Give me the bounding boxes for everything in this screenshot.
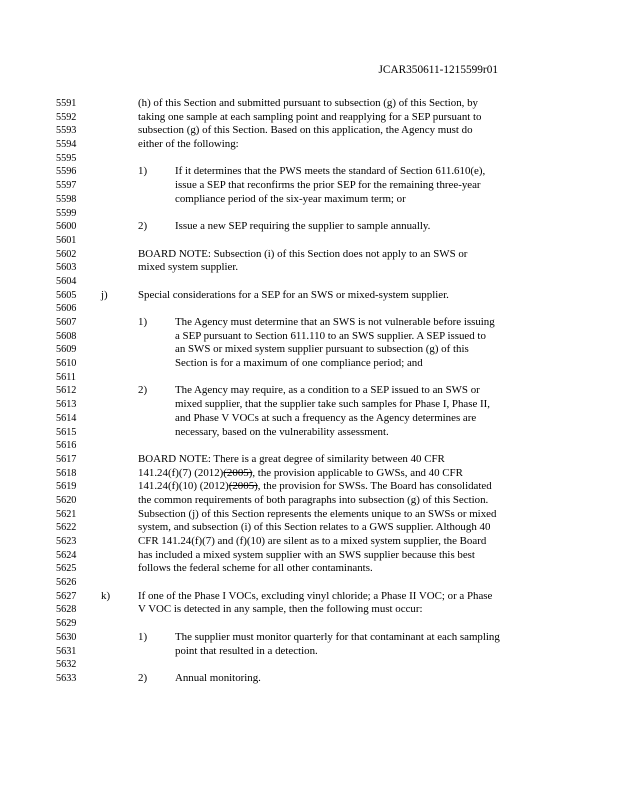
document-line bbox=[0, 631, 619, 645]
document-line bbox=[0, 562, 619, 576]
document-line bbox=[0, 658, 619, 672]
document-line bbox=[0, 234, 619, 248]
line-text bbox=[138, 480, 492, 494]
struck-text: (2005) bbox=[223, 466, 253, 479]
document-line bbox=[0, 549, 619, 563]
line-number: 5599 bbox=[56, 207, 77, 219]
text-segment: 141.24(f)(10) (2012) bbox=[138, 480, 229, 493]
line-text bbox=[138, 494, 488, 508]
line-text bbox=[138, 549, 475, 563]
document-line bbox=[0, 521, 619, 535]
line-number: 5608 bbox=[56, 330, 77, 342]
document-line bbox=[0, 330, 619, 344]
line-text bbox=[175, 384, 480, 398]
list-label: 2) bbox=[138, 384, 148, 397]
line-number: 5611 bbox=[56, 371, 76, 383]
line-number: 5610 bbox=[56, 358, 77, 370]
line-number: 5594 bbox=[56, 139, 77, 151]
line-text bbox=[175, 398, 490, 412]
line-number: 5604 bbox=[56, 275, 77, 287]
line-text bbox=[175, 412, 476, 426]
text-segment: , the provision applicable to GWSs, and 40 CFR bbox=[252, 466, 463, 479]
text-segment: the common requirements of both paragraphs into subsection (g) of this Section. bbox=[138, 493, 489, 506]
text-segment: mixed system supplier. bbox=[138, 261, 239, 274]
document-line bbox=[0, 645, 619, 659]
line-text bbox=[138, 138, 239, 152]
text-segment: Annual monitoring. bbox=[175, 671, 261, 684]
line-text bbox=[138, 111, 481, 125]
line-number: 5633 bbox=[56, 672, 77, 684]
text-segment: If one of the Phase I VOCs, excluding vinyl chloride; a Phase II VOC; or a Phase bbox=[138, 589, 493, 602]
document-line bbox=[0, 371, 619, 385]
document-line bbox=[0, 179, 619, 193]
line-number: 5619 bbox=[56, 481, 77, 493]
document-line bbox=[0, 138, 619, 152]
line-number: 5606 bbox=[56, 303, 77, 315]
list-label: 1) bbox=[138, 316, 148, 328]
document-line bbox=[0, 508, 619, 522]
line-number: 5614 bbox=[56, 412, 77, 424]
line-number: 5598 bbox=[56, 193, 77, 205]
line-number: 5591 bbox=[56, 98, 77, 109]
text-segment: a SEP pursuant to Section 611.110 to an SWS supplier. A SEP issued to bbox=[175, 329, 486, 342]
document-line bbox=[0, 672, 619, 686]
line-text bbox=[138, 124, 473, 138]
line-text bbox=[138, 562, 373, 576]
document-line bbox=[0, 207, 619, 221]
line-text bbox=[138, 248, 467, 262]
line-number: 5612 bbox=[56, 385, 77, 397]
text-segment: Issue a new SEP requiring the supplier to sample annually. bbox=[175, 220, 431, 233]
text-segment: CFR 141.24(f)(7) and (f)(10) are silent as to a mixed system supplier, the Board bbox=[138, 535, 487, 547]
document-line bbox=[0, 617, 619, 631]
line-text bbox=[138, 590, 492, 604]
line-text bbox=[175, 330, 486, 344]
text-segment: follows the federal scheme for all other contaminants. bbox=[138, 562, 373, 575]
list-label: 1) bbox=[138, 630, 148, 643]
line-number: 5625 bbox=[56, 563, 77, 575]
list-label: 1) bbox=[138, 165, 148, 178]
document-line bbox=[0, 302, 619, 316]
document-line bbox=[0, 111, 619, 125]
line-text bbox=[175, 631, 500, 645]
document-line bbox=[0, 426, 619, 440]
line-number: 5627 bbox=[56, 590, 77, 602]
document-line bbox=[0, 590, 619, 604]
text-segment: The Agency may require, as a condition to a SEP issued to an SWS or bbox=[175, 384, 480, 397]
struck-text: (2005) bbox=[228, 480, 258, 493]
document-line bbox=[0, 248, 619, 262]
line-number: 5597 bbox=[56, 180, 77, 192]
text-segment: system, and subsection (i) of this Section relates to a GWS supplier. Although 40 bbox=[138, 521, 491, 534]
text-segment: and Phase V VOCs at such a frequency as the Agency determines are bbox=[175, 411, 477, 424]
text-segment: either of the following: bbox=[138, 138, 239, 151]
document-line bbox=[0, 275, 619, 289]
document-line bbox=[0, 535, 619, 549]
document-line bbox=[0, 412, 619, 426]
document-line bbox=[0, 152, 619, 166]
line-number: 5607 bbox=[56, 317, 77, 328]
document-line bbox=[0, 261, 619, 275]
line-number: 5626 bbox=[56, 577, 77, 589]
text-segment: Section is for a maximum of one compliance period; and bbox=[175, 357, 423, 370]
text-segment: subsection (g) of this Section. Based on this application, the Agency must do bbox=[138, 124, 473, 137]
line-text bbox=[175, 357, 423, 371]
text-segment: an SWS or mixed system supplier pursuant to subsection (g) of this bbox=[175, 343, 469, 356]
line-number: 5624 bbox=[56, 549, 77, 561]
text-segment: The supplier must monitor quarterly for that contaminant at each sampling bbox=[175, 630, 500, 643]
text-segment: If it determines that the PWS meets the standard of Section 611.610(e), bbox=[175, 165, 486, 178]
text-segment: mixed supplier, that the supplier take such samples for Phase I, Phase II, bbox=[175, 398, 491, 411]
document-line bbox=[0, 124, 619, 138]
line-text bbox=[175, 220, 430, 234]
line-number: 5629 bbox=[56, 618, 77, 630]
line-number: 5631 bbox=[56, 645, 77, 657]
document-id-header: JCAR350611-1215599r01 bbox=[378, 64, 498, 76]
text-segment: BOARD NOTE: There is a great degree of similarity between 40 CFR bbox=[138, 452, 445, 465]
line-number: 5628 bbox=[56, 604, 77, 616]
text-segment: Special considerations for a SEP for an SWS or mixed-system supplier. bbox=[138, 288, 449, 301]
document-body bbox=[0, 97, 619, 686]
line-text bbox=[138, 521, 490, 535]
text-segment: Subsection (j) of this Section represents the elements unique to an SWSs or mixed bbox=[138, 507, 497, 520]
line-number: 5593 bbox=[56, 125, 77, 137]
document-line bbox=[0, 453, 619, 467]
document-line bbox=[0, 439, 619, 453]
document-line bbox=[0, 494, 619, 508]
line-number: 5621 bbox=[56, 508, 77, 520]
text-segment: taking one sample at each sampling point and reapplying for a SEP pursuant to bbox=[138, 110, 482, 123]
document-line bbox=[0, 480, 619, 494]
line-text bbox=[138, 467, 463, 481]
line-number: 5615 bbox=[56, 426, 77, 438]
line-number: 5602 bbox=[56, 248, 77, 260]
line-number: 5595 bbox=[56, 152, 77, 164]
line-text bbox=[138, 453, 445, 467]
line-number: 5592 bbox=[56, 111, 77, 123]
line-number: 5600 bbox=[56, 221, 77, 233]
line-text bbox=[138, 289, 449, 303]
text-segment: necessary, based on the vulnerability assessment. bbox=[175, 425, 389, 438]
line-text bbox=[175, 179, 481, 193]
line-text bbox=[175, 645, 318, 659]
line-text bbox=[175, 426, 389, 440]
text-segment: compliance period of the six-year maximum term; or bbox=[175, 192, 406, 205]
document-line bbox=[0, 576, 619, 590]
line-number: 5603 bbox=[56, 262, 77, 274]
line-number: 5613 bbox=[56, 399, 77, 411]
line-number: 5632 bbox=[56, 659, 77, 671]
line-text bbox=[175, 343, 469, 357]
text-segment: , the provision for SWSs. The Board has consolidated bbox=[257, 480, 492, 493]
text-segment: V VOC is detected in any sample, then the following must occur: bbox=[138, 603, 423, 616]
text-segment: 141.24(f)(7) (2012) bbox=[138, 466, 224, 479]
document-line bbox=[0, 97, 619, 111]
document-line bbox=[0, 165, 619, 179]
document-line bbox=[0, 220, 619, 234]
line-number: 5616 bbox=[56, 440, 77, 452]
line-number: 5617 bbox=[56, 453, 77, 465]
document-line bbox=[0, 384, 619, 398]
document-line bbox=[0, 357, 619, 371]
document-line bbox=[0, 603, 619, 617]
list-label: j) bbox=[101, 288, 108, 301]
line-number: 5596 bbox=[56, 166, 77, 178]
line-text bbox=[138, 535, 486, 549]
list-label: k) bbox=[101, 589, 111, 602]
line-number: 5605 bbox=[56, 289, 77, 301]
document-line bbox=[0, 398, 619, 412]
line-text bbox=[175, 316, 495, 330]
line-number: 5622 bbox=[56, 522, 77, 534]
line-text bbox=[175, 165, 485, 179]
document-line bbox=[0, 316, 619, 330]
line-text bbox=[175, 672, 261, 686]
line-number: 5609 bbox=[56, 344, 77, 356]
text-segment: point that resulted in a detection. bbox=[175, 644, 318, 657]
list-label: 2) bbox=[138, 220, 148, 233]
text-segment: has included a mixed system supplier with an SWS supplier because this best bbox=[138, 548, 475, 561]
text-segment: (h) of this Section and submitted pursuant to subsection (g) of this Section, by bbox=[138, 97, 478, 109]
line-number: 5618 bbox=[56, 467, 77, 479]
line-text bbox=[138, 97, 478, 111]
line-text bbox=[175, 193, 406, 207]
line-number: 5630 bbox=[56, 631, 77, 643]
line-number: 5620 bbox=[56, 494, 77, 506]
line-text bbox=[138, 603, 423, 617]
text-segment: BOARD NOTE: Subsection (i) of this Section does not apply to an SWS or bbox=[138, 247, 468, 260]
line-number: 5623 bbox=[56, 536, 77, 547]
text-segment: issue a SEP that reconfirms the prior SEP for the remaining three-year bbox=[175, 179, 481, 192]
document-line bbox=[0, 467, 619, 481]
line-text bbox=[138, 261, 238, 275]
text-segment: The Agency must determine that an SWS is not vulnerable before issuing bbox=[175, 316, 495, 328]
list-label: 2) bbox=[138, 671, 148, 684]
document-line bbox=[0, 343, 619, 357]
document-line bbox=[0, 193, 619, 207]
line-text bbox=[138, 508, 496, 522]
document-line bbox=[0, 289, 619, 303]
line-number: 5601 bbox=[56, 234, 77, 246]
